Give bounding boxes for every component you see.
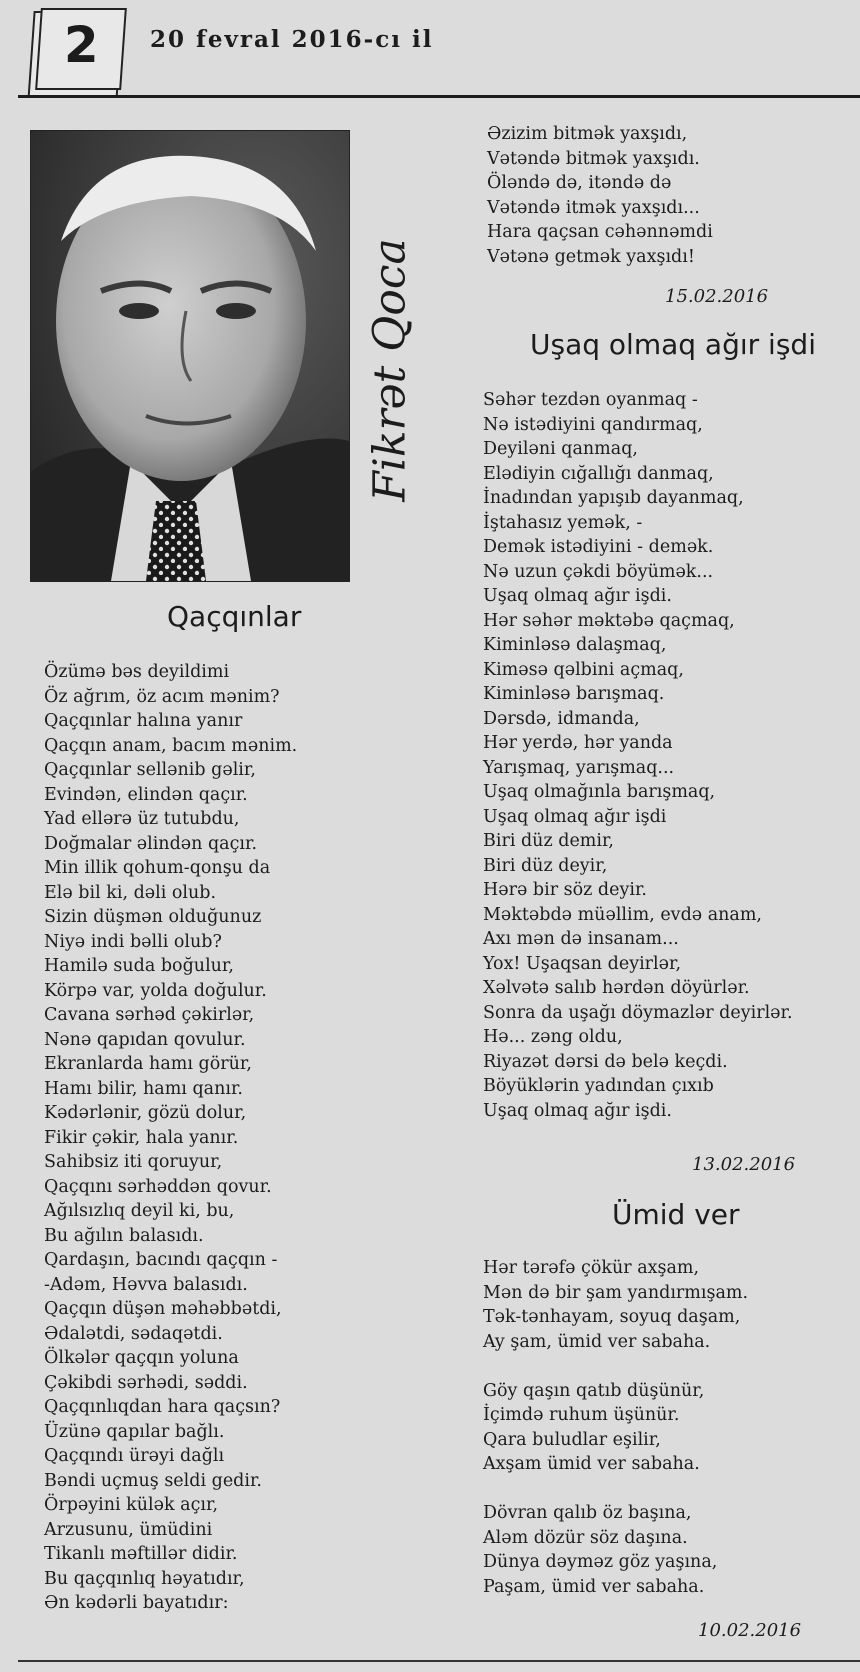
verse-line: Qardaşın, bacındı qaçqın - <box>44 1250 278 1270</box>
verse-line: Yox! Uşaqsan deyirlər, <box>483 953 682 974</box>
verse-line: Sizin düşmən olduğunuz <box>44 907 262 927</box>
verse-line: Körpə var, yolda doğulur. <box>44 980 267 1001</box>
poem-qacqinlar-verse <box>44 660 297 1616</box>
verse-line: Sonra da uşağı döymazlər deyirlər. <box>483 1002 793 1023</box>
verse-line: Deyiləni qanmaq, <box>483 439 638 459</box>
page-header <box>0 0 860 100</box>
verse-line: Üzünə qapılar bağlı. <box>44 1421 225 1442</box>
poem-title-usaq: Uşaq olmaq ağır işdi <box>530 328 816 361</box>
verse-line: Vətəndə bitmək yaxşıdı. <box>487 148 700 169</box>
verse-line: Axşam ümid ver sabaha. <box>483 1454 700 1474</box>
verse-line: Min illik qohum-qonşu da <box>44 858 271 878</box>
verse-line: Tək-tənhayam, soyuq daşam, <box>483 1307 741 1327</box>
poem-title-qacqinlar: Qaçqınlar <box>167 600 302 633</box>
verse-line: Sahibsiz iti qoruyur, <box>44 1152 223 1172</box>
verse-line: Səhər tezdən oyanmaq - <box>483 390 698 410</box>
verse-line: Hərə bir söz deyir. <box>483 880 647 900</box>
verse-line: Bu ağılın balasıdı. <box>44 1225 204 1246</box>
verse-line: Hər tərəfə çökür axşam, <box>483 1258 700 1278</box>
verse-line: Biri düz demir, <box>483 831 614 851</box>
poem-usaq-date: 13.02.2016 <box>692 1154 796 1175</box>
verse-line: İçimdə ruhum üşünür. <box>483 1405 680 1425</box>
verse-line: Özümə bəs deyildimi <box>44 662 230 682</box>
verse-line: Göy qaşın qatıb düşünür, <box>483 1380 705 1401</box>
verse-line: Dərsdə, idmanda, <box>483 708 640 729</box>
verse-line: Uşaq olmaq ağır işdi. <box>483 1100 672 1121</box>
verse-line: Hamı bilir, hamı qanır. <box>44 1078 243 1099</box>
poem-ending-date: 15.02.2016 <box>665 286 769 307</box>
page-number-badge <box>35 8 127 90</box>
verse-line: Əzizim bitmək yaxşıdı, <box>487 124 688 144</box>
verse-line: İnadından yapışıb dayanmaq, <box>483 488 744 508</box>
verse-line: Qaçqını sərhəddən qovur. <box>44 1176 272 1197</box>
footer-divider <box>18 1660 860 1662</box>
poem-ending-verse <box>487 122 713 269</box>
stanza-gap <box>483 1477 748 1502</box>
verse-line: Arzusunu, ümüdini <box>44 1519 213 1540</box>
verse-line: Məktəbdə müəllim, evdə anam, <box>483 904 762 925</box>
verse-line: Dövran qalıb öz başına, <box>483 1503 692 1523</box>
verse-line: Evindən, elindən qaçır. <box>44 784 248 805</box>
verse-line: Fikir çəkir, hala yanır. <box>44 1127 239 1148</box>
verse-line: Hə... zəng oldu, <box>483 1027 623 1047</box>
verse-line: Bəndi uçmuş seldi gedir. <box>44 1470 262 1491</box>
verse-line: Hər səhər məktəbə qaçmaq, <box>483 610 735 631</box>
author-photo <box>30 130 350 582</box>
verse-line: Xəlvətə salıb hərdən döyürlər. <box>483 978 750 998</box>
verse-line: Niyə indi bəlli olub? <box>44 931 222 952</box>
verse-line: Tikanlı məftillər didir. <box>44 1544 238 1564</box>
author-name <box>360 220 420 520</box>
verse-line: Qaçqın anam, bacım mənim. <box>44 735 298 756</box>
verse-line: Qaçqındı ürəyi dağlı <box>44 1446 225 1466</box>
verse-line: Axı mən də insanam... <box>483 929 679 949</box>
poem-umid-verse <box>483 1256 748 1599</box>
verse-line: Hara qaçsan cəhənnəmdi <box>487 222 713 242</box>
verse-line: Yad ellərə üz tutubdu, <box>44 809 240 829</box>
verse-line: Uşaq olmağınla barışmaq, <box>483 782 716 802</box>
verse-line: Bu qaçqınlıq həyatıdır, <box>44 1568 245 1589</box>
verse-line: Ekranlarda hamı görür, <box>44 1054 252 1074</box>
verse-line: Biri düz deyir, <box>483 855 608 876</box>
page-number: 2 <box>63 16 99 74</box>
verse-line: Qara buludlar eşilir, <box>483 1429 661 1450</box>
verse-line: Demək istədiyini - demək. <box>483 537 714 557</box>
poem-usaq-verse <box>483 388 793 1123</box>
verse-line: Nənə qapıdan qovulur. <box>44 1029 246 1050</box>
verse-line: Ay şam, ümid ver sabaha. <box>483 1331 711 1352</box>
verse-line: Kiməsə qəlbini açmaq, <box>483 659 684 680</box>
verse-line: Öləndə də, itəndə də <box>487 173 672 193</box>
verse-line: Vətəndə itmək yaxşıdı... <box>487 197 700 218</box>
header-divider <box>18 95 860 98</box>
verse-line: Örpəyini külək açır, <box>44 1495 219 1515</box>
verse-line: Qaçqınlar halına yanır <box>44 711 243 731</box>
verse-line: Aləm dözür söz daşına. <box>483 1527 688 1548</box>
stanza-gap <box>483 1354 748 1379</box>
verse-line: Elə bil ki, dəli olub. <box>44 882 217 903</box>
verse-line: -Adəm, Həvva balasıdı. <box>44 1274 248 1295</box>
verse-line: İştahasız yemək, - <box>483 512 643 533</box>
verse-line: Uşaq olmaq ağır işdi. <box>483 586 672 606</box>
verse-line: Nə istədiyini qandırmaq, <box>483 414 703 435</box>
verse-line: Elədiyin cığallığı danmaq, <box>483 463 714 484</box>
verse-line: Hər yerdə, hər yanda <box>483 733 673 753</box>
verse-line: Qaçqınlar sellənib gəlir, <box>44 760 256 780</box>
verse-line: Riyazət dərsi də belə keçdi. <box>483 1051 728 1072</box>
verse-line: Vətənə getmək yaxşıdı! <box>487 246 695 267</box>
verse-line: Uşaq olmaq ağır işdi <box>483 806 667 827</box>
poem-umid-date: 10.02.2016 <box>698 1620 802 1641</box>
author-name-text: Fikrət Qoca <box>364 238 416 502</box>
verse-line: Kədərlənir, gözü dolur, <box>44 1103 247 1123</box>
verse-line: Ağılsızlıq deyil ki, bu, <box>44 1201 235 1221</box>
verse-line: Çəkibdi sərhədi, səddi. <box>44 1372 248 1393</box>
verse-line: Qaçqın düşən məhəbbətdi, <box>44 1299 282 1319</box>
verse-line: Ədalətdi, sədaqətdi. <box>44 1323 223 1344</box>
issue-date: 20 fevral 2016-cı il <box>150 26 434 53</box>
verse-line: Doğmalar əlindən qaçır. <box>44 833 258 854</box>
verse-line: Hamilə suda boğulur, <box>44 956 234 976</box>
verse-line: Dünya dəyməz göz yaşına, <box>483 1552 718 1572</box>
verse-line: Qaçqınlıqdan hara qaçsın? <box>44 1397 281 1417</box>
verse-line: Paşam, ümid ver sabaha. <box>483 1576 705 1597</box>
verse-line: Nə uzun çəkdi böyümək... <box>483 561 714 582</box>
poem-title-umid: Ümid ver <box>612 1198 740 1231</box>
verse-line: Ən kədərli bayatıdır: <box>44 1593 229 1613</box>
portrait-image <box>31 131 349 581</box>
verse-line: Yarışmaq, yarışmaq... <box>483 757 675 778</box>
verse-line: Kiminləsə dalaşmaq, <box>483 635 667 655</box>
verse-line: Ölkələr qaçqın yoluna <box>44 1348 239 1368</box>
verse-line: Cavana sərhəd çəkirlər, <box>44 1005 255 1025</box>
verse-line: Böyüklərin yadından çıxıb <box>483 1076 714 1096</box>
verse-line: Öz ağrım, öz acım mənim? <box>44 686 280 707</box>
verse-line: Mən də bir şam yandırmışam. <box>483 1282 749 1303</box>
verse-line: Kiminləsə barışmaq. <box>483 684 665 704</box>
